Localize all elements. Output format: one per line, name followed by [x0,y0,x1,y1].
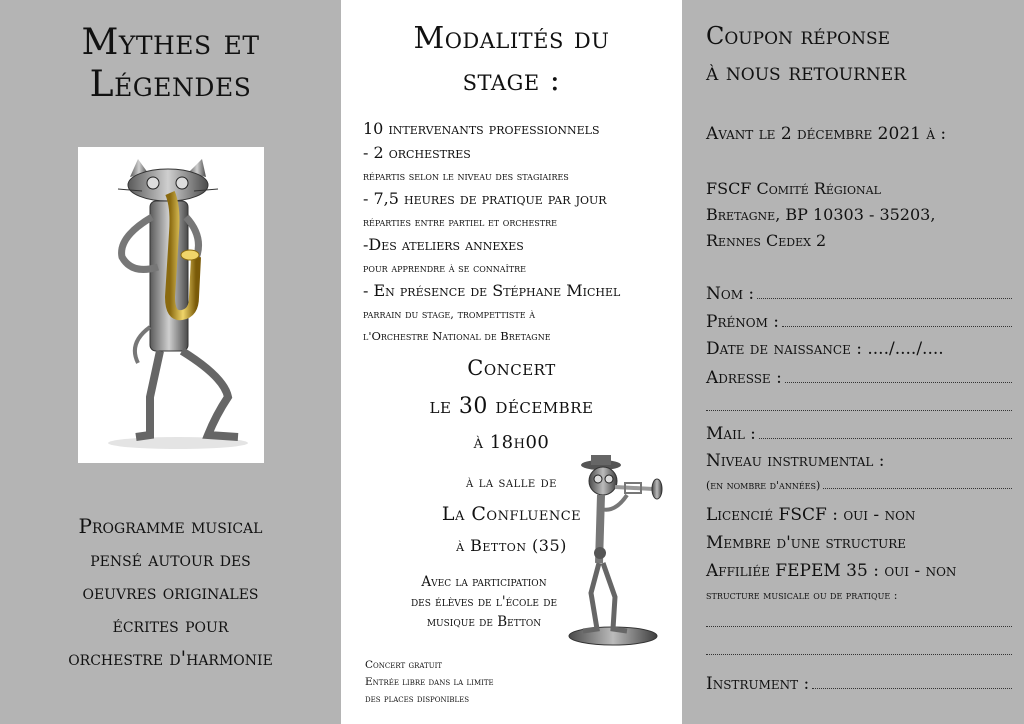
affiliee-field[interactable] [706,561,1012,589]
mail-dotted-line [759,423,1012,439]
detail-subline: pour apprendre à se connaître [363,261,526,275]
adresse-continuation-field[interactable] [706,395,1012,423]
nom-field[interactable] [706,283,1012,311]
adresse-label: Adresse : [706,368,782,388]
prenom-field[interactable] [706,311,1012,339]
participation-line: Avec la participation [421,574,547,590]
membre-label: Membre d'une structure [706,533,907,553]
cat-saxophonist-statue-image [78,147,264,463]
program-line: Programme musical [78,514,263,538]
detail-subline: l'Orchestre National de Bretagne [363,329,551,343]
licencie-label: Licencié FSCF : oui - non [706,505,916,525]
licencie-field[interactable] [706,505,1012,533]
niveau-dotted-line [823,479,1012,489]
niveau-heading [706,451,1012,479]
affiliee-label: Affiliée FEPEM 35 : oui - non [706,561,957,581]
free-entry-line: Entrée libre dans la limite [365,676,494,688]
participation-text [369,572,599,632]
left-title [0,22,341,106]
coupon-title-line: à nous retourner [706,58,907,86]
detail-subline: réparties entre partiel et orchestre [363,215,557,229]
coupon-title [706,18,906,90]
structure-field-line2[interactable] [706,639,1012,667]
program-line: oeuvres originales [82,580,259,604]
middle-panel [341,0,682,724]
detail-line: 10 intervenants professionnels [363,119,600,138]
address-line: Rennes Cedex 2 [706,231,827,250]
address-line: FSCF Comité Régional [706,179,881,198]
instrument-field[interactable] [706,673,1012,701]
birthdate-label: Date de naissance : ..../..../.... [706,339,944,359]
adresse-dotted-line [785,367,1012,383]
coupon-form [706,283,1012,701]
program-line: écrites pour [112,613,229,637]
mail-field[interactable] [706,423,1012,451]
adresse-continuation-dotted-line [706,395,1012,411]
detail-subline: répartis selon le niveau des stagiaires [363,169,569,183]
instrument-dotted-line [812,673,1012,689]
detail-line: -Des ateliers annexes [363,235,524,254]
detail-line: - 7,5 heures de pratique par jour [363,189,607,208]
modalites-title-line: Modalités du [413,21,610,56]
niveau-label: Niveau instrumental : [706,451,885,471]
coupon-title-line: Coupon réponse [706,22,891,50]
trumpet-player-statue-image [567,453,673,653]
structure-label-row [706,589,1012,611]
instrument-label: Instrument : [706,674,810,694]
free-entry-text [365,657,565,708]
structure-dotted-line [706,639,1012,655]
detail-line: - En présence de Stéphane Michel [363,281,621,300]
program-description [0,510,341,675]
structure-field-line1[interactable] [706,611,1012,639]
concert-date: le 30 décembre [429,394,594,419]
birthdate-field[interactable] [706,339,1012,367]
left-title-line: Mythes et [81,22,260,63]
modalites-title [341,18,682,102]
concert-time: à 18h00 [473,432,550,453]
free-entry-line: Concert gratuit [365,659,443,671]
concert-city: à Betton (35) [456,536,567,555]
mail-label: Mail : [706,424,756,444]
nom-dotted-line [757,283,1012,299]
structure-label: structure musicale ou de pratique : [706,589,898,602]
free-entry-line: des places disponibles [365,693,470,705]
program-line: orchestre d'harmonie [68,646,273,670]
concert-venue: La Confluence [441,503,582,525]
right-panel [682,0,1024,724]
participation-line: des élèves de l'école de [410,594,558,610]
concert-venue-intro: à la salle de [466,475,557,491]
program-line: pensé autour des [90,547,251,571]
modalites-title-line: stage : [462,63,561,98]
participation-line: musique de Betton [426,614,542,630]
structure-dotted-line [706,611,1012,627]
niveau-sub-label: (en nombre d'années) [706,479,821,492]
left-panel [0,0,341,724]
address-line: Bretagne, BP 10303 - 35203, [706,205,936,224]
detail-subline: parrain du stage, trompettiste à [363,307,535,321]
nom-label: Nom : [706,284,755,304]
coupon-deadline: Avant le 2 décembre 2021 à : [706,124,947,144]
stage-details-list [363,117,678,347]
detail-line: - 2 orchestres [363,143,471,162]
return-address [706,176,935,254]
adresse-field[interactable] [706,367,1012,395]
prenom-dotted-line [782,311,1012,327]
left-title-line: Légendes [89,64,252,105]
membre-label-row [706,533,1012,561]
niveau-field[interactable] [706,479,1012,505]
prenom-label: Prénom : [706,312,779,332]
concert-heading: Concert [467,356,556,380]
